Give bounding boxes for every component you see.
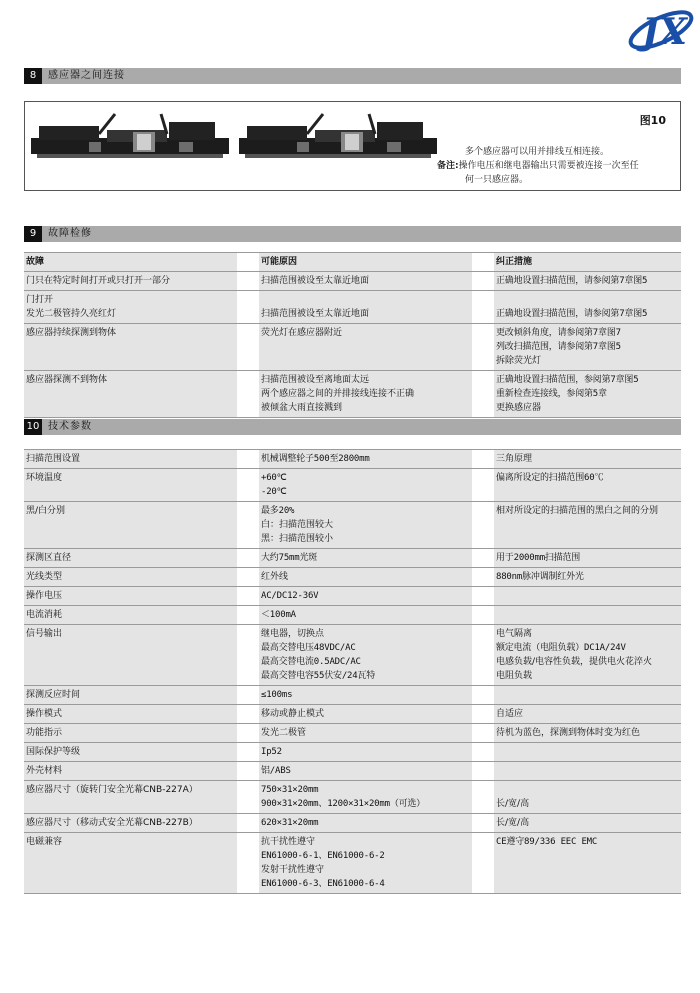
cell-text: 电流消耗 [26,610,63,620]
cell-text: 电感负载/电容性负载，提供电火花淬火 [496,657,653,667]
cell-text: 操作电压 [26,591,63,601]
cell-text: 正确地设置扫描范围，请参阅第7章图5 [496,276,648,286]
value-cell [259,833,472,893]
cell-text: 操作模式 [26,709,63,719]
table-row [24,723,681,742]
cell-text: 被倾盆大雨直接溅到 [261,403,343,413]
cell-text: 黑：扫描范围较小 [261,534,334,544]
remedy-cell [494,291,681,323]
parameter-cell [24,705,237,723]
cell-text: ≤100ms [261,690,293,700]
cell-text: 三角原理 [496,454,533,464]
note-text-1: 操作电压和继电器输出只需要被连接一次至任 [458,161,639,171]
table-row [24,501,681,548]
remark-cell [494,833,681,893]
parameter-cell [24,686,237,704]
cell-text: 大约75mm光斑 [261,553,318,563]
fault-cell [24,371,237,417]
note-line-2: 何一只感应器。 [465,175,529,185]
cell-text: 环境温度 [26,473,63,483]
parameter-cell [24,833,237,893]
svg-text:JX: JX [642,11,687,53]
section-title: 故障检修 [48,228,92,239]
remedy-cell [494,371,681,417]
cell-text: 门只在特定时间打开或只打开一部分 [26,276,171,286]
parameter-cell [24,587,237,605]
table-row [24,370,681,418]
remark-cell [494,587,681,605]
cell-text: 620×31×20mm [261,818,319,828]
cause-cell [259,371,472,417]
cell-text: EN61000-6-3、EN61000-6-4 [261,879,385,889]
parameter-cell [24,743,237,761]
cell-text: 红外线 [261,572,289,582]
section-title: 感应器之间连接 [48,70,125,81]
cell-text: 信号输出 [26,629,63,639]
remark-cell [494,743,681,761]
cell-text: EN61000-6-1、EN61000-6-2 [261,851,385,861]
cell-text: 电气隔离 [496,629,533,639]
note-line-1 [437,160,639,173]
cell-text: 抗干扰性遵守 [261,837,316,847]
cell-text [261,293,470,307]
section-10-header [24,419,681,435]
cell-text: 电阻负载 [496,671,533,681]
parameter-cell [24,469,237,501]
cell-text [261,340,470,354]
cause-cell [259,291,472,323]
cell-text: 正确地设置扫描范围，参阅第7章图5 [496,375,639,385]
value-cell [259,705,472,723]
cell-text: 感应器持续探测到物体 [26,328,117,338]
remark-cell [494,724,681,742]
value-cell [259,743,472,761]
cell-text: 感应器尺寸（旋转门安全光幕CNB-227A） [26,785,198,795]
value-cell [259,762,472,780]
value-cell [259,625,472,685]
value-cell [259,724,472,742]
value-cell [259,568,472,586]
parameter-cell [24,762,237,780]
cell-text: 两个感应器之间的并排接线连接不正确 [261,389,415,399]
cell-text: 铝/ABS [261,766,291,776]
table-row [24,704,681,723]
parameter-cell [24,606,237,624]
remark-cell [494,814,681,832]
cell-text: AC/DC12-36V [261,591,319,601]
remark-cell [494,705,681,723]
cell-text: 自适应 [496,709,524,719]
table-row [24,449,681,468]
cell-text: 900×31×20mm、1200×31×20mm（可选） [261,799,426,809]
cell-text: +60℃ [261,473,287,483]
table-row [24,271,681,290]
section-title: 技术参数 [48,421,92,432]
fault-cell [24,272,237,290]
cell-text [496,608,679,622]
cell-text: 探测区直径 [26,553,72,563]
parameter-cell [24,502,237,548]
cell-text: 继电器，切换点 [261,629,325,639]
cell-text: CE遵守89/336 EEC EMC [496,837,598,847]
table-row [24,761,681,780]
table-row [24,548,681,567]
table-row [24,567,681,586]
cell-text: -20℃ [261,487,287,497]
brand-logo [626,0,696,62]
specification-table [24,449,681,894]
cell-text: 电磁兼容 [26,837,63,847]
cell-text [496,764,679,778]
column-header: 可能原因 [259,253,472,271]
cell-text: 最高交替电压48VDC/AC [261,643,356,653]
parameter-cell [24,814,237,832]
value-cell [259,469,472,501]
cell-text [496,589,679,603]
section-9-header [24,226,681,242]
table-row [24,813,681,832]
cell-text: 发光二极管持久亮红灯 [26,309,117,319]
troubleshooting-table [24,252,681,418]
table-header-row [24,252,681,271]
cell-text: 待机为蓝色，探测到物体时变为红色 [496,728,641,738]
remedy-cell [494,324,681,370]
parameter-cell [24,625,237,685]
value-cell [259,606,472,624]
cell-text: 更改倾斜角度，请参阅第7章图7 [496,328,621,338]
cell-text: 功能指示 [26,728,63,738]
cell-text [496,745,679,759]
cell-text: 最高交替电流0.5ADC/AC [261,657,361,667]
cell-text: 光线类型 [26,572,63,582]
parameter-cell [24,781,237,813]
figure-10-box [24,101,681,191]
parameter-cell [24,450,237,468]
section-number: 8 [24,68,42,84]
value-cell [259,814,472,832]
cell-text: 发光二极管 [261,728,307,738]
value-cell [259,549,472,567]
cell-text: 感应器尺寸（移动式安全光幕CNB-227B） [26,818,198,828]
table-row [24,780,681,813]
cell-text: 移动或静止模式 [261,709,325,719]
cell-text: 更换感应器 [496,403,542,413]
cell-text: 正确地设置扫描范围，请参阅第7章图5 [496,309,648,319]
parameter-cell [24,549,237,567]
cell-text: 偏离所设定的扫描范围60℃ [496,473,604,483]
cell-text: 列改扫描范围，请参阅第7章图5 [496,342,621,352]
section-number: 9 [24,226,42,242]
cell-text: 黑/白分别 [26,506,66,516]
cell-text: 750×31×20mm [261,785,319,795]
cell-text: 门打开 [26,295,54,305]
value-cell [259,450,472,468]
value-cell [259,781,472,813]
table-row [24,290,681,323]
cell-text [496,783,679,797]
remark-cell [494,469,681,501]
cell-text: Ip52 [261,747,282,757]
cell-text: 扫描范围被设至太靠近地面 [261,309,370,319]
column-header: 故障 [24,253,237,271]
section-8-header [24,68,681,84]
figure-caption: 多个感应器可以用并排线互相连接。 [465,147,610,157]
table-row [24,468,681,501]
sensor-connection-illustration [29,112,449,172]
remark-cell [494,781,681,813]
cell-text [496,688,679,702]
remark-cell [494,762,681,780]
cell-text: 白：扫描范围较大 [261,520,334,530]
remark-cell [494,568,681,586]
cell-text: ＜100mA [261,610,296,620]
remark-cell [494,686,681,704]
cell-text: 用于2000mm扫描范围 [496,553,581,563]
column-header: 纠正措施 [494,253,681,271]
cell-text: 拆除荧光灯 [496,356,542,366]
remark-cell [494,450,681,468]
cell-text: 长/宽/高 [496,818,530,828]
cause-cell [259,324,472,370]
cell-text: 扫描范围被设至太靠近地面 [261,276,370,286]
note-label: 备注: [437,161,459,171]
cell-text [261,354,470,368]
cell-text: 发射干扰性遵守 [261,865,325,875]
cell-text: 重新检查连接线，参阅第5章 [496,389,607,399]
table-row [24,323,681,370]
cell-text: 荧光灯在感应器附近 [261,328,343,338]
remark-cell [494,502,681,548]
table-row [24,586,681,605]
value-cell [259,587,472,605]
table-row [24,685,681,704]
cell-text: 机械调整轮子500至2800mm [261,454,370,464]
cell-text: 外壳材料 [26,766,63,776]
cell-text: 探测反应时间 [26,690,81,700]
fault-cell [24,291,237,323]
remedy-cell [494,272,681,290]
cell-text: 扫描范围被设至离地面太远 [261,375,370,385]
table-row [24,742,681,761]
remark-cell [494,549,681,567]
cell-text: 最高交替电容55伏安/24瓦特 [261,671,376,681]
parameter-cell [24,568,237,586]
table-row [24,605,681,624]
cell-text: 额定电流（电阻负载）DC1A/24V [496,643,626,653]
remark-cell [494,625,681,685]
fault-cell [24,324,237,370]
table-row [24,624,681,685]
cause-cell [259,272,472,290]
section-number: 10 [24,419,42,435]
remark-cell [494,606,681,624]
cell-text: 国际保护等级 [26,747,81,757]
value-cell [259,502,472,548]
cell-text: 长/宽/高 [496,799,530,809]
cell-text: 扫描范围设置 [26,454,81,464]
cell-text: 最多20% [261,506,295,516]
cell-text: 相对所设定的扫描范围的黑白之间的分别 [496,506,659,516]
value-cell [259,686,472,704]
parameter-cell [24,724,237,742]
table-row [24,832,681,894]
figure-label: 图10 [639,114,666,127]
cell-text: 感应器探测不到物体 [26,375,108,385]
cell-text [496,293,679,307]
cell-text: 880nm脉冲调制红外光 [496,572,584,582]
